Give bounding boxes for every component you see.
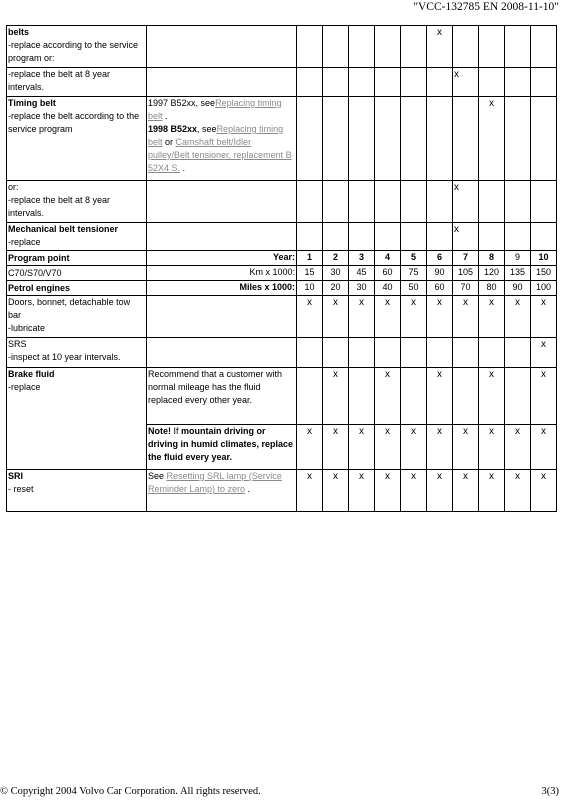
miles-cell: 90 — [505, 281, 531, 296]
km-cell: 90 — [427, 266, 453, 281]
sri-notes — [147, 470, 297, 512]
mark: x — [453, 68, 479, 97]
mark: x — [479, 368, 505, 425]
tensioner-line: -replace — [8, 237, 41, 247]
mark: x — [531, 470, 557, 512]
mark: x — [427, 368, 453, 425]
km-cell: 150 — [531, 266, 557, 281]
miles-cell: 10 — [297, 281, 323, 296]
year-cell: 9 — [505, 251, 531, 266]
mark: x — [401, 425, 427, 470]
km-cell: 105 — [453, 266, 479, 281]
mark: x — [375, 296, 401, 338]
mark: x — [505, 470, 531, 512]
mark: x — [427, 26, 453, 68]
brake-note-2-a: If — [171, 426, 182, 436]
camshaft-belt-link[interactable]: Camshaft belt/Idler pulley/Belt tensioner, replacement B 52X4 S. — [148, 137, 292, 173]
km-cell: 75 — [401, 266, 427, 281]
punct: . — [180, 163, 186, 173]
year-cell: 6 — [427, 251, 453, 266]
brake-note-2-b: mountain driving or driving in humid climates, replace the fluid every year. — [148, 426, 294, 462]
see-text: See — [148, 471, 167, 481]
copyright-footer: © Copyright 2004 Volvo Car Corporation. All rights reserved. — [0, 786, 261, 797]
program-year-row — [7, 251, 557, 266]
timing-note-1-year: 1997 B52xx — [148, 98, 196, 108]
miles-cell: 70 — [453, 281, 479, 296]
year-cell: 1 — [297, 251, 323, 266]
note-label: Note! — [148, 426, 171, 436]
miles-cell: 40 — [375, 281, 401, 296]
mark: x — [479, 296, 505, 338]
program-title: Program point — [7, 251, 147, 266]
brake-title: Brake fluid — [8, 369, 55, 379]
belts-row-2 — [7, 68, 557, 97]
maintenance-table — [6, 25, 557, 512]
km-cell: 120 — [479, 266, 505, 281]
mark: x — [531, 296, 557, 338]
replacing-timing-belt-link-2[interactable]: Replacing timing belt — [148, 124, 284, 147]
mark: x — [453, 470, 479, 512]
sri-row — [7, 470, 557, 512]
timing-or-line: or: -replace the belt at 8 year intervals. — [7, 181, 147, 223]
mark: x — [531, 368, 557, 425]
sri-title: SRI — [8, 471, 24, 481]
mark: x — [375, 470, 401, 512]
timing-line-1: -replace the belt according to the service program — [8, 111, 140, 134]
year-cell: 2 — [323, 251, 349, 266]
doors-row — [7, 296, 557, 338]
brake-note-1: Recommend that a customer with normal mileage has the fluid replaced every other year. — [147, 368, 297, 425]
mark: x — [531, 338, 557, 368]
miles-cell: 50 — [401, 281, 427, 296]
mark: x — [427, 470, 453, 512]
belts-line-1: -replace according to the service program or: — [8, 40, 139, 63]
mark: x — [427, 296, 453, 338]
miles-cell: 80 — [479, 281, 505, 296]
km-cell: 135 — [505, 266, 531, 281]
document-header: "VCC-132785 EN 2008-11-10" — [413, 1, 559, 13]
mark: x — [323, 425, 349, 470]
program-km-row — [7, 266, 557, 281]
belts-title: belts — [8, 27, 30, 37]
mark: x — [479, 425, 505, 470]
km-cell: 30 — [323, 266, 349, 281]
srs-row — [7, 338, 557, 368]
mark: x — [297, 470, 323, 512]
year-label: Year: — [147, 251, 297, 266]
year-cell: 4 — [375, 251, 401, 266]
sri-line: - reset — [8, 484, 34, 494]
timing-notes — [147, 97, 297, 181]
year-cell: 10 — [531, 251, 557, 266]
mark: x — [323, 470, 349, 512]
mark: x — [349, 470, 375, 512]
replacing-timing-belt-link[interactable]: Replacing timing belt — [148, 98, 282, 121]
mark: x — [453, 296, 479, 338]
belts-row-1 — [7, 26, 557, 68]
mark: x — [505, 425, 531, 470]
punct: . — [245, 484, 251, 494]
miles-cell: 30 — [349, 281, 375, 296]
mark: x — [349, 296, 375, 338]
see-text: , see — [197, 124, 217, 134]
brake-line: -replace — [8, 382, 41, 392]
mark: x — [375, 368, 401, 425]
year-cell: 3 — [349, 251, 375, 266]
page-number: 3(3) — [541, 786, 559, 797]
mark: x — [505, 296, 531, 338]
mark: x — [323, 368, 349, 425]
doors-text: Doors, bonnet, detachable tow bar -lubricate — [7, 296, 147, 338]
resetting-srl-lamp-link[interactable]: Resetting SRL lamp (Service Reminder Lamp) to zero — [148, 471, 282, 494]
mark: x — [297, 296, 323, 338]
belts-line-2: -replace the belt at 8 year intervals. — [7, 68, 147, 97]
km-label: Km x 1000: — [147, 266, 297, 281]
mark: x — [479, 97, 505, 181]
timing-belt-row-2 — [7, 181, 557, 223]
year-cell: 7 — [453, 251, 479, 266]
timing-note-2-year: 1998 B52xx — [148, 124, 198, 134]
mark: x — [453, 425, 479, 470]
km-cell: 45 — [349, 266, 375, 281]
srs-title: SRS — [8, 339, 27, 349]
punct: . — [162, 111, 168, 121]
see-text: , see — [195, 98, 216, 108]
tensioner-row — [7, 223, 557, 251]
miles-cell: 100 — [531, 281, 557, 296]
mark: x — [453, 181, 479, 223]
miles-cell: 20 — [323, 281, 349, 296]
mark: x — [323, 296, 349, 338]
models: C70/S70/V70 — [7, 266, 147, 281]
timing-title: Timing belt — [8, 98, 56, 108]
brake-note-2-cell — [147, 425, 297, 470]
or-text: or — [162, 137, 176, 147]
km-cell: 60 — [375, 266, 401, 281]
mark: x — [453, 223, 479, 251]
brake-row-1 — [7, 368, 557, 425]
srs-line: -inspect at 10 year intervals. — [8, 352, 121, 362]
year-cell: 5 — [401, 251, 427, 266]
program-miles-row — [7, 281, 557, 296]
timing-belt-row-1 — [7, 97, 557, 181]
mark: x — [375, 425, 401, 470]
km-cell: 15 — [297, 266, 323, 281]
engines: Petrol engines — [7, 281, 147, 296]
belts-cell — [7, 26, 147, 68]
mark: x — [427, 425, 453, 470]
miles-cell: 60 — [427, 281, 453, 296]
mark: x — [531, 425, 557, 470]
mark: x — [479, 470, 505, 512]
mark: x — [297, 425, 323, 470]
mark: x — [349, 425, 375, 470]
mark: x — [401, 470, 427, 512]
year-cell: 8 — [479, 251, 505, 266]
timing-cell — [7, 97, 147, 181]
miles-label: Miles x 1000: — [147, 281, 297, 296]
mark: x — [401, 296, 427, 338]
tensioner-title: Mechanical belt tensioner — [8, 224, 119, 234]
